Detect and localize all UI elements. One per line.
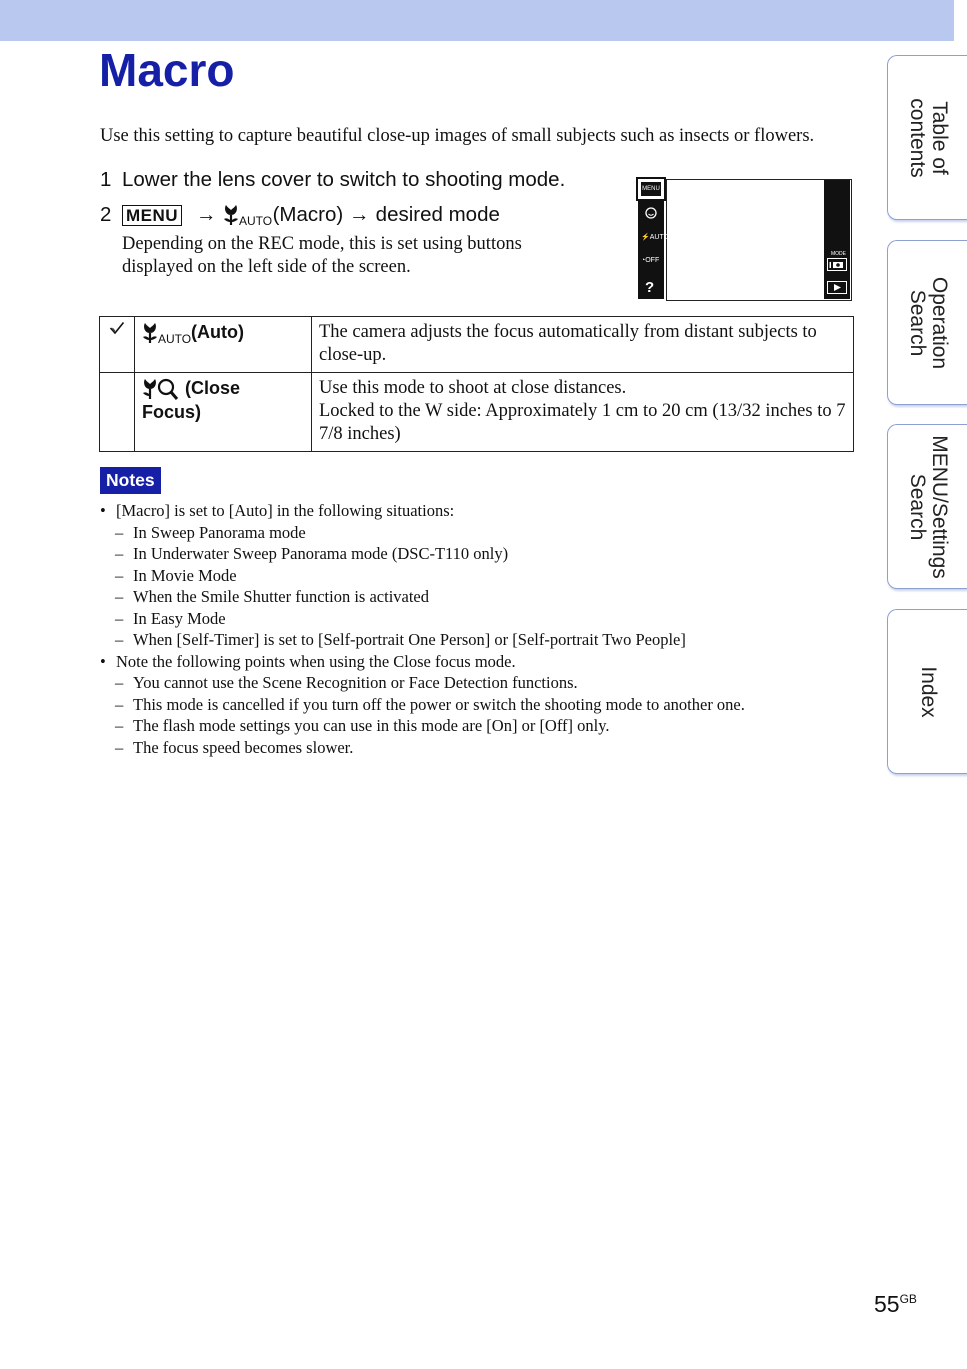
page-suffix: GB [899,1292,917,1306]
svg-text:AUTO: AUTO [158,332,192,347]
list-item: – The flash mode settings you can use in this mode are [On] or [Off] only. [100,715,860,737]
tab-label-line: contents [905,97,929,178]
tab-label: Index [916,665,940,718]
mode-label: MODE [831,251,846,257]
list-item: – In Underwater Sweep Panorama mode (DSC-T110 only) [100,543,860,565]
list-item: – You cannot use the Scene Recognition or Face Detection functions. [100,672,860,694]
macro-label: (Macro) [272,203,344,226]
mode-name: (Auto) [191,322,244,342]
list-item: • [Macro] is set to [Auto] in the following situations: [100,500,860,522]
page-title: Macro [99,44,235,96]
menu-key-icon: MENU [122,205,182,226]
step-number: 1 [100,168,112,191]
screen-menu-button [636,177,666,201]
mode-name-cell [135,373,312,452]
tab-label-line: MENU/Settings [927,434,951,579]
tab-label-line: Operation [927,276,951,369]
tab-label-line: Search [905,473,929,540]
step-2 [100,203,500,227]
check-cell [100,373,135,452]
list-item: – When the Smile Shutter function is activated [100,586,860,608]
timer-label: OFF [645,257,660,264]
step-text: Lower the lens cover to switch to shooting mode. [122,168,566,191]
list-item: – When [Self-Timer] is set to [Self-portrait One Person] or [Self-portrait Two People] [100,629,860,651]
list-item: – In Movie Mode [100,565,860,587]
list-item: – In Sweep Panorama mode [100,522,860,544]
tab-label [906,435,950,579]
page-number-value: 55 [874,1291,900,1317]
screen-menu-label: MENU [641,182,661,196]
macro-auto-icon [223,203,272,228]
tab-table-of-contents[interactable] [887,55,967,220]
smile-icon [645,207,657,221]
camera-screen-illustration [636,177,852,301]
step-description: Depending on the REC mode, this is set using buttons displayed on the left side of the screen. [122,234,522,277]
list-item: – In Easy Mode [100,608,860,630]
close-focus-icon [142,377,180,401]
notes-badge: Notes [100,467,161,494]
default-check-cell [100,317,135,373]
list-item: • Note the following points when using the Close focus mode. [100,651,860,673]
tab-index[interactable] [887,609,967,774]
flash-icon: ⚡AUTO [641,234,670,241]
tab-label [906,98,950,177]
tab-label [906,276,950,368]
mode-description: The camera adjusts the focus automatically from distant subjects to close-up. [312,317,854,373]
notes-list [100,500,860,758]
mode-description: Use this mode to shoot at close distances. [319,378,627,398]
mode-description: Locked to the W side: Approximately 1 cm to 20 cm (13/32 inches to 7 7/8 inches) [319,401,846,444]
header-band [0,0,954,41]
step-1 [100,168,565,192]
flash-label: AUTO [649,234,670,241]
tab-label-line: Search [905,289,929,356]
check-icon [109,322,125,339]
arrow-icon: → [349,203,370,226]
tab-menu-settings-search[interactable] [887,424,967,589]
intro-text: Use this setting to capture beautiful close-up images of small subjects such as insects or flowers. [100,126,815,146]
svg-text:AUTO: AUTO [238,214,272,228]
list-item: – This mode is cancelled if you turn off the power or switch the shooting mode to another one. [100,694,860,716]
arrow-icon: → [196,203,217,226]
tab-operation-search[interactable] [887,240,967,405]
step-text: desired mode [375,203,500,226]
playback-icon [827,281,847,296]
mode-name-cell [135,317,312,373]
page-number [874,1291,917,1318]
help-icon: ? [645,279,655,296]
list-item: – The focus speed becomes slower. [100,737,860,759]
table-row [100,317,854,373]
macro-modes-table [99,316,854,452]
macro-auto-icon [142,321,192,347]
self-timer-icon: ◔OFF [641,257,660,264]
step-number: 2 [100,203,112,226]
table-row [100,373,854,452]
mode-description-cell [312,373,854,452]
mode-name: (Close Focus) [142,378,241,423]
tab-label-line: Table of [927,100,951,175]
camera-mode-icon [827,258,847,273]
